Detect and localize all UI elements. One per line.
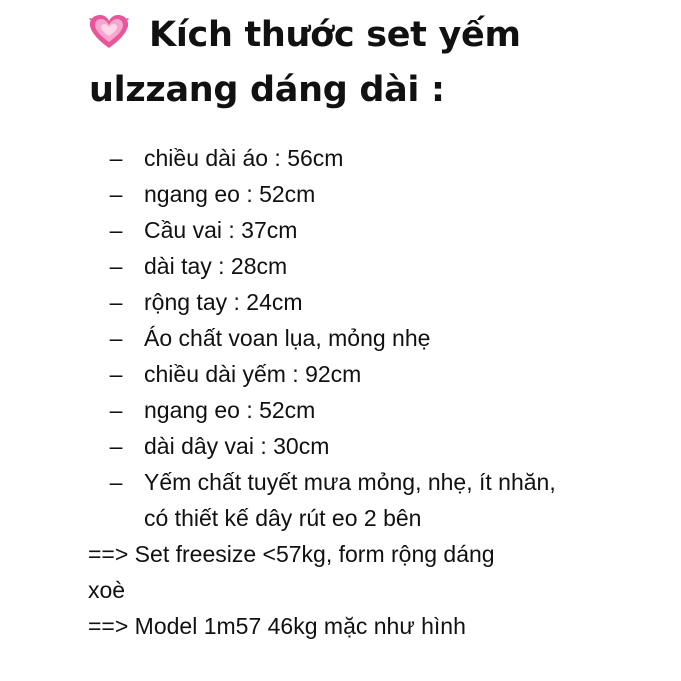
- page-title: [89, 8, 669, 118]
- title-line-1: Kích thước set yếm: [149, 15, 521, 55]
- list-item: [0, 284, 681, 320]
- heart-icon: [89, 14, 129, 50]
- bullet-dash: –: [109, 253, 123, 279]
- bullet-dash: –: [109, 469, 123, 495]
- bullet-dash: –: [109, 217, 123, 243]
- list-item-text: rộng tay : 24cm: [144, 289, 303, 315]
- bullet-dash: –: [109, 325, 123, 351]
- list-item-text: chiều dài áo : 56cm: [144, 145, 344, 171]
- set-size-note-continued: xoè: [88, 577, 126, 603]
- bullet-dash: –: [109, 289, 123, 315]
- list-item: [0, 392, 681, 428]
- model-note: ==> Model 1m57 46kg mặc như hình: [88, 613, 466, 639]
- bullet-dash: –: [109, 397, 123, 423]
- list-item-text: chiều dài yếm : 92cm: [144, 361, 362, 387]
- bullet-dash: –: [109, 145, 123, 171]
- size-spec-list: [0, 140, 681, 536]
- list-item-text: dài dây vai : 30cm: [144, 433, 330, 459]
- list-item: [0, 464, 681, 536]
- list-item-text: Áo chất voan lụa, mỏng nhẹ: [144, 325, 431, 351]
- list-item: [0, 176, 681, 212]
- list-item-text: ngang eo : 52cm: [144, 181, 316, 207]
- list-item-text: ngang eo : 52cm: [144, 397, 316, 423]
- list-item: [0, 356, 681, 392]
- list-item: [0, 140, 681, 176]
- bullet-dash: –: [109, 181, 123, 207]
- bullet-dash: –: [109, 361, 123, 387]
- list-item-text: dài tay : 28cm: [144, 253, 288, 279]
- list-item-text: Yếm chất tuyết mưa mỏng, nhẹ, ít nhăn, có thiết kế dây rút eo 2 bên: [144, 469, 556, 531]
- list-item: [0, 248, 681, 284]
- set-size-note: ==> Set freesize <57kg, form rộng dáng: [88, 541, 495, 567]
- list-item: [0, 320, 681, 356]
- list-item: [0, 428, 681, 464]
- list-item: [0, 212, 681, 248]
- title-line-2: ulzzang dáng dài :: [89, 70, 445, 110]
- list-item-text: Cầu vai : 37cm: [144, 217, 298, 243]
- bullet-dash: –: [109, 433, 123, 459]
